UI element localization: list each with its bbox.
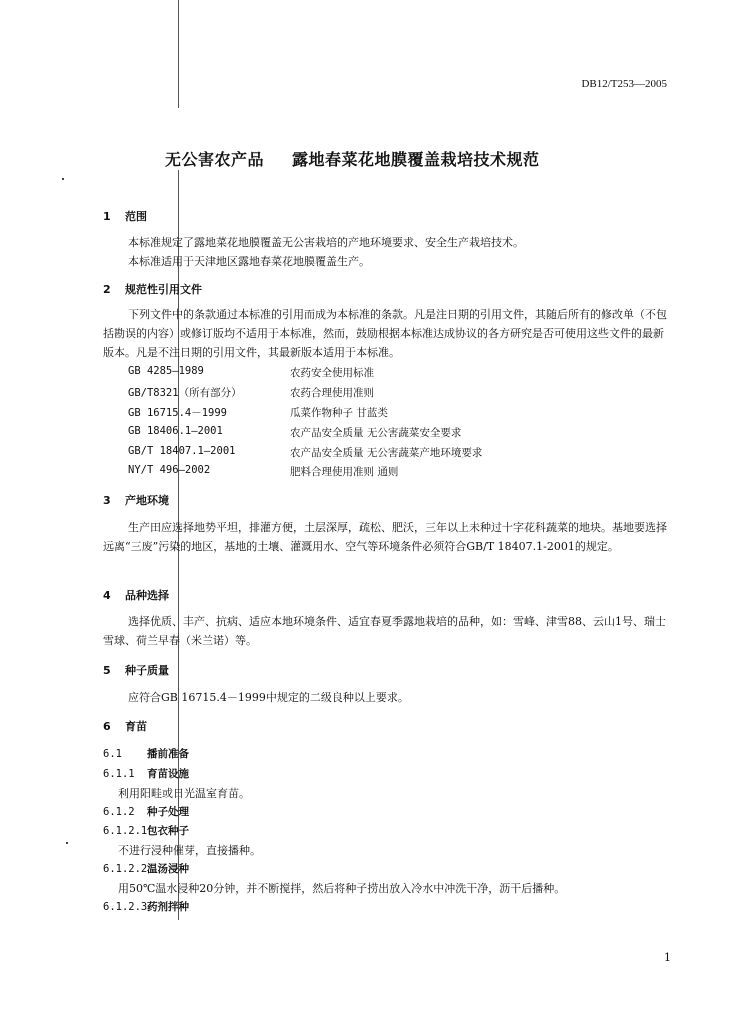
section-number: 3 [103,494,111,507]
scope-paragraph-1: 本标准规定了露地菜花地膜覆盖无公害栽培的产地环境要求、安全生产栽培技术。 [128,236,524,249]
subsection-title: 育苗设施 [147,768,189,780]
section-number: 1 [103,210,111,223]
standard-code: DB12/T253—2005 [581,78,667,90]
subsection-number: 6.1.2.3 [103,901,148,913]
reference-code: GB 16715.4－1999 [128,407,228,419]
references-intro: 下列文件中的条款通过本标准的引用而成为本标准的条款。凡是注日期的引用文件，其随后所有的修改单（不包括勘误的内容）或修订版均不适用于本标准，然而，鼓励根据本标准达成协议的各方研究是否可使用这些文件的最新版本。凡是不注日期的引用文件，其最新版本适用于本标准。 [103,308,667,359]
subsection-title: 温汤浸种 [147,863,189,875]
subsection-number: 6.1 [103,748,122,760]
reference-code: GB/T8321（所有部分） [128,387,242,399]
scan-fold-line [178,0,179,108]
reference-name: 农药合理使用准则 [290,387,374,399]
title-part-2: 露地春菜花地膜覆盖栽培技术规范 [292,150,540,169]
variety-paragraph: 选择优质、丰产、抗病、适应本地环境条件、适宜春夏季露地栽培的品种，如：雪峰、津雪88、云山1号、瑞士雪球、荷兰早春（米兰诺）等。 [103,615,666,647]
reference-code: NY/T 496—2002 [128,464,211,476]
subsection-number: 6.1.2.1 [103,825,148,837]
section-number: 2 [103,283,111,296]
section-title: 品种选择 [125,589,169,602]
subsection-number: 6.1.1 [103,768,135,780]
subsection-text: 不进行浸种催芽，直接播种。 [118,844,261,857]
section-heading [103,208,147,224]
subsection-heading [103,804,189,819]
reference-name: 肥料合理使用准则 通则 [290,466,399,478]
subsection-number: 6.1.2.2 [103,863,148,875]
section-heading [103,281,202,297]
subsection-heading [103,766,189,781]
section-title: 种子质量 [125,664,169,677]
reference-name: 农产品安全质量 无公害蔬菜产地环境要求 [290,447,483,459]
reference-name: 瓜菜作物种子 甘蓝类 [290,407,388,419]
subsection-heading [103,823,189,838]
section-heading [103,587,169,603]
page-number: 1 [664,951,671,964]
subsection-heading [103,746,189,761]
subsection-text: 利用阳畦或日光温室育苗。 [118,787,250,800]
subsection-heading [103,899,189,914]
section-title: 范围 [125,210,147,223]
reference-code: GB 4285—1989 [128,365,204,377]
scope-paragraph-2: 本标准适用于天津地区露地春菜花地膜覆盖生产。 [128,255,370,268]
subsection-title: 播前准备 [147,748,189,760]
seed-quality-paragraph: 应符合GB 16715.4－1999中规定的二级良种以上要求。 [128,691,409,704]
scan-speck [66,842,68,844]
section-title: 规范性引用文件 [125,283,202,296]
reference-name: 农产品安全质量 无公害蔬菜安全要求 [290,427,462,439]
subsection-heading [103,861,189,876]
subsection-text: 用50℃温水浸种20分钟，并不断搅拌，然后将种子捞出放入冷水中冲洗干净，沥干后播种。 [118,882,566,895]
section-heading [103,718,147,734]
subsection-title: 种子处理 [147,806,189,818]
section-number: 5 [103,664,111,677]
subsection-number: 6.1.2 [103,806,135,818]
section-title: 育苗 [125,720,147,733]
subsection-title: 药剂拌种 [147,901,189,913]
section-heading [103,492,169,508]
section-heading [103,662,169,678]
section-number: 4 [103,589,111,602]
reference-code: GB/T 18407.1—2001 [128,445,236,457]
reference-code: GB 18406.1—2001 [128,425,223,437]
subsection-title: 包衣种子 [147,825,189,837]
section-title: 产地环境 [125,494,169,507]
environment-paragraph: 生产田应选择地势平坦，排灌方便，土层深厚，疏松、肥沃，三年以上未种过十字花科蔬菜的地块。基地要选择远离“三废”污染的地区，基地的土壤、灌溉用水、空气等环境条件必须符合GB/T 18407.1-2001的规定。 [103,521,667,553]
document-title [165,147,540,170]
title-part-1: 无公害农产品 [165,150,265,169]
reference-name: 农药安全使用标准 [290,367,374,379]
scan-speck [62,178,64,180]
section-number: 6 [103,720,111,733]
